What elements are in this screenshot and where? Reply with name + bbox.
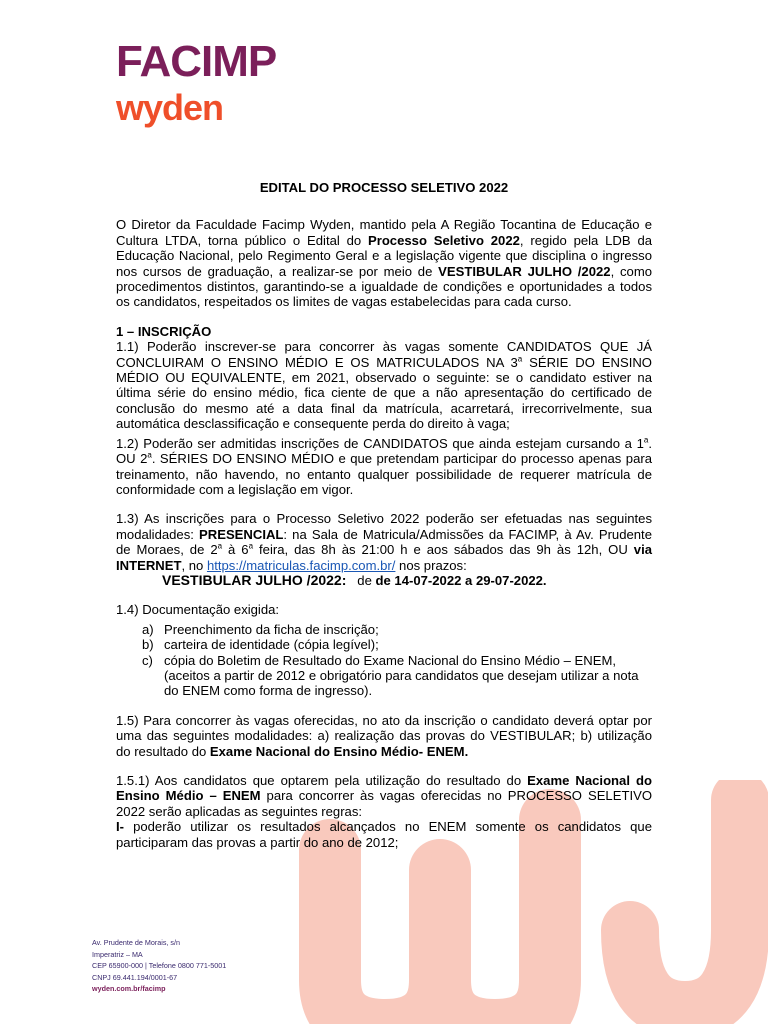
list-marker: c): [142, 652, 153, 668]
edital-body: [116, 180, 652, 864]
intro-text-1: O Diretor da Faculdade Facimp Wyden, mantido pela A Região Tocantina de Educação e Cultura LTDA, torna público o Edital do: [116, 217, 652, 248]
deadline-dates: de 14-07-2022 a 29-07-2022.: [375, 572, 547, 588]
p13-text-6: nos prazos:: [395, 557, 467, 573]
matriculas-link[interactable]: https://matriculas.facimp.com.br/: [206, 557, 396, 573]
footer-address: Av. Prudente de Morais, s/n: [92, 938, 181, 947]
list-marker: b): [142, 637, 154, 653]
intro-bold-2: VESTIBULAR JULHO /2022: [438, 263, 611, 279]
paragraph-1-3: [116, 511, 652, 588]
p12-sup-1: a: [643, 435, 649, 445]
p15-bold-enem: Exame Nacional do Ensino Médio- ENEM.: [209, 743, 469, 759]
list-item: [142, 652, 652, 699]
list-item-text: carteira de identidade (cópia legível);: [164, 637, 379, 653]
deadline-line: [162, 573, 547, 588]
intro-bold-1: Processo Seletivo 2022: [367, 232, 520, 248]
p13-text-5: , no: [181, 557, 207, 573]
paragraph-1-2: [116, 436, 652, 498]
paragraph-1-5-1: [116, 773, 652, 850]
list-item-text: cópia do Boletim de Resultado do Exame Nacional do Ensino Médio – ENEM, (aceitos a partir de 2012 e obrigatório para candidatos que desejam utilizar a nota do ENEM como forma de ingresso).: [164, 652, 639, 699]
p151-bold-enem: Exame Nacional do Ensino Médio – ENEM: [116, 773, 653, 804]
section-1-heading: 1 – INSCRIÇÃO: [116, 323, 212, 339]
deadline-label: VESTIBULAR JULHO /2022:: [162, 571, 347, 588]
intro-paragraph: [116, 217, 652, 309]
p15-text-1: 1.5) Para concorrer às vagas oferecidas, no ato da inscrição o candidato deverá optar por uma das seguintes modalidades: a) realização das provas do VESTIBULAR; b) utilização do resultado do: [116, 712, 652, 759]
p151-text-2: para concorrer às vagas oferecidas no PROCESSO SELETIVO 2022 serão aplicadas as seguintes regras:: [116, 788, 653, 819]
footer-city: Imperatriz – MA: [92, 949, 143, 959]
p13-text-1: 1.3) As inscrições para o Processo Seletivo 2022 poderão ser efetuadas nas seguintes modalidades:: [116, 511, 652, 542]
p11-sup: a: [517, 354, 523, 364]
p13-sup-1: a: [217, 541, 223, 551]
paragraph-1-4-intro: 1.4) Documentação exigida:: [116, 602, 280, 618]
p12-text-1: 1.2) Poderão ser admitidas inscrições de CANDIDATOS que ainda estejam cursando a 1: [116, 435, 644, 451]
documents-list: [116, 622, 652, 699]
p12-text-3: . SÉRIES DO ENSINO MÉDIO e que pretendam participar do processo apenas para treinamento, não havendo, no entanto qualquer possibilidade de requerer matrícula de conformidade com a legislação em vigor.: [116, 451, 652, 497]
logo-facimp-text: FACIMP: [116, 37, 277, 86]
paragraph-1-1: [116, 339, 652, 431]
logo-wyden-text: wyden: [116, 87, 224, 128]
paragraph-1-5: [116, 713, 652, 759]
p151-text-1: 1.5.1) Aos candidatos que optarem pela utilização do resultado do: [116, 773, 528, 788]
intro-text-3: , como procedimentos distintos, garantindo-se a igualdade de condições e oportunidades a todos os candidatos, respeitados os limites de vagas estabelecidas para cada curso.: [116, 263, 653, 310]
p13-text-2: : na Sala de Matricula/Admissões da FACIMP, à Av. Prudente de Moraes, de 2: [116, 526, 652, 558]
list-item-text: Preenchimento da ficha de inscrição;: [164, 621, 379, 637]
footer-cnpj: CNPJ 69.441.194/0001-67: [92, 972, 178, 982]
document-title: EDITAL DO PROCESSO SELETIVO 2022: [259, 180, 509, 195]
p12-sup-2: a: [147, 450, 152, 460]
intro-text-2: , regido pela LDB da Educação Nacional, pelo Regimento Geral e a legislação vigente que disciplina o ingresso nos cursos de graduação, a realizar-se por meio de: [116, 232, 653, 279]
p13-bold-internet: via INTERNET: [116, 542, 652, 573]
p13-sup-2: a: [248, 541, 254, 551]
list-marker: a): [142, 621, 154, 637]
p11-text-1: 1.1) Poderão inscrever-se para concorrer às vagas somente CANDIDATOS QUE JÁ CONCLUIRAM O ENSINO MÉDIO E OS MATRICULADOS NA 3: [116, 339, 652, 370]
deadline-prefix: de: [357, 572, 376, 588]
list-item: [142, 621, 652, 637]
footer-website-link[interactable]: wyden.com.br/facimp: [92, 984, 166, 994]
address-footer: [92, 937, 226, 995]
p151-text-3: poderão utilizar os resultados alcançados no ENEM somente os candidatos que participaram das provas a partir do ano de 2012;: [116, 819, 652, 850]
p13-text-3: à 6: [222, 542, 249, 558]
p13-bold-presencial: PRESENCIAL: [199, 526, 284, 542]
p11-text-2: SÉRIE DO ENSINO MÉDIO OU EQUIVALENTE, em 2021, observado o seguinte: se o candidato estiver na última série do ensino médio, fica ciente de que a não apresentação do certificado de conclusão do mesmo até a data final da matrícula, acarretará, irrecorrivelmente, sua automática desclassificação e consequente perda do direito à vaga;: [116, 354, 652, 432]
list-item: [142, 637, 652, 653]
p13-text-4: feira, das 8h às 21:00 h e aos sábados das 9h às 12h, OU: [253, 542, 634, 558]
facimp-wyden-logo: [116, 37, 277, 128]
p12-text-2: . OU 2: [116, 435, 652, 467]
p151-rule-marker: I-: [116, 819, 124, 835]
footer-cep-phone: CEP 65900-000 | Telefone 0800 771-5001: [92, 961, 227, 971]
